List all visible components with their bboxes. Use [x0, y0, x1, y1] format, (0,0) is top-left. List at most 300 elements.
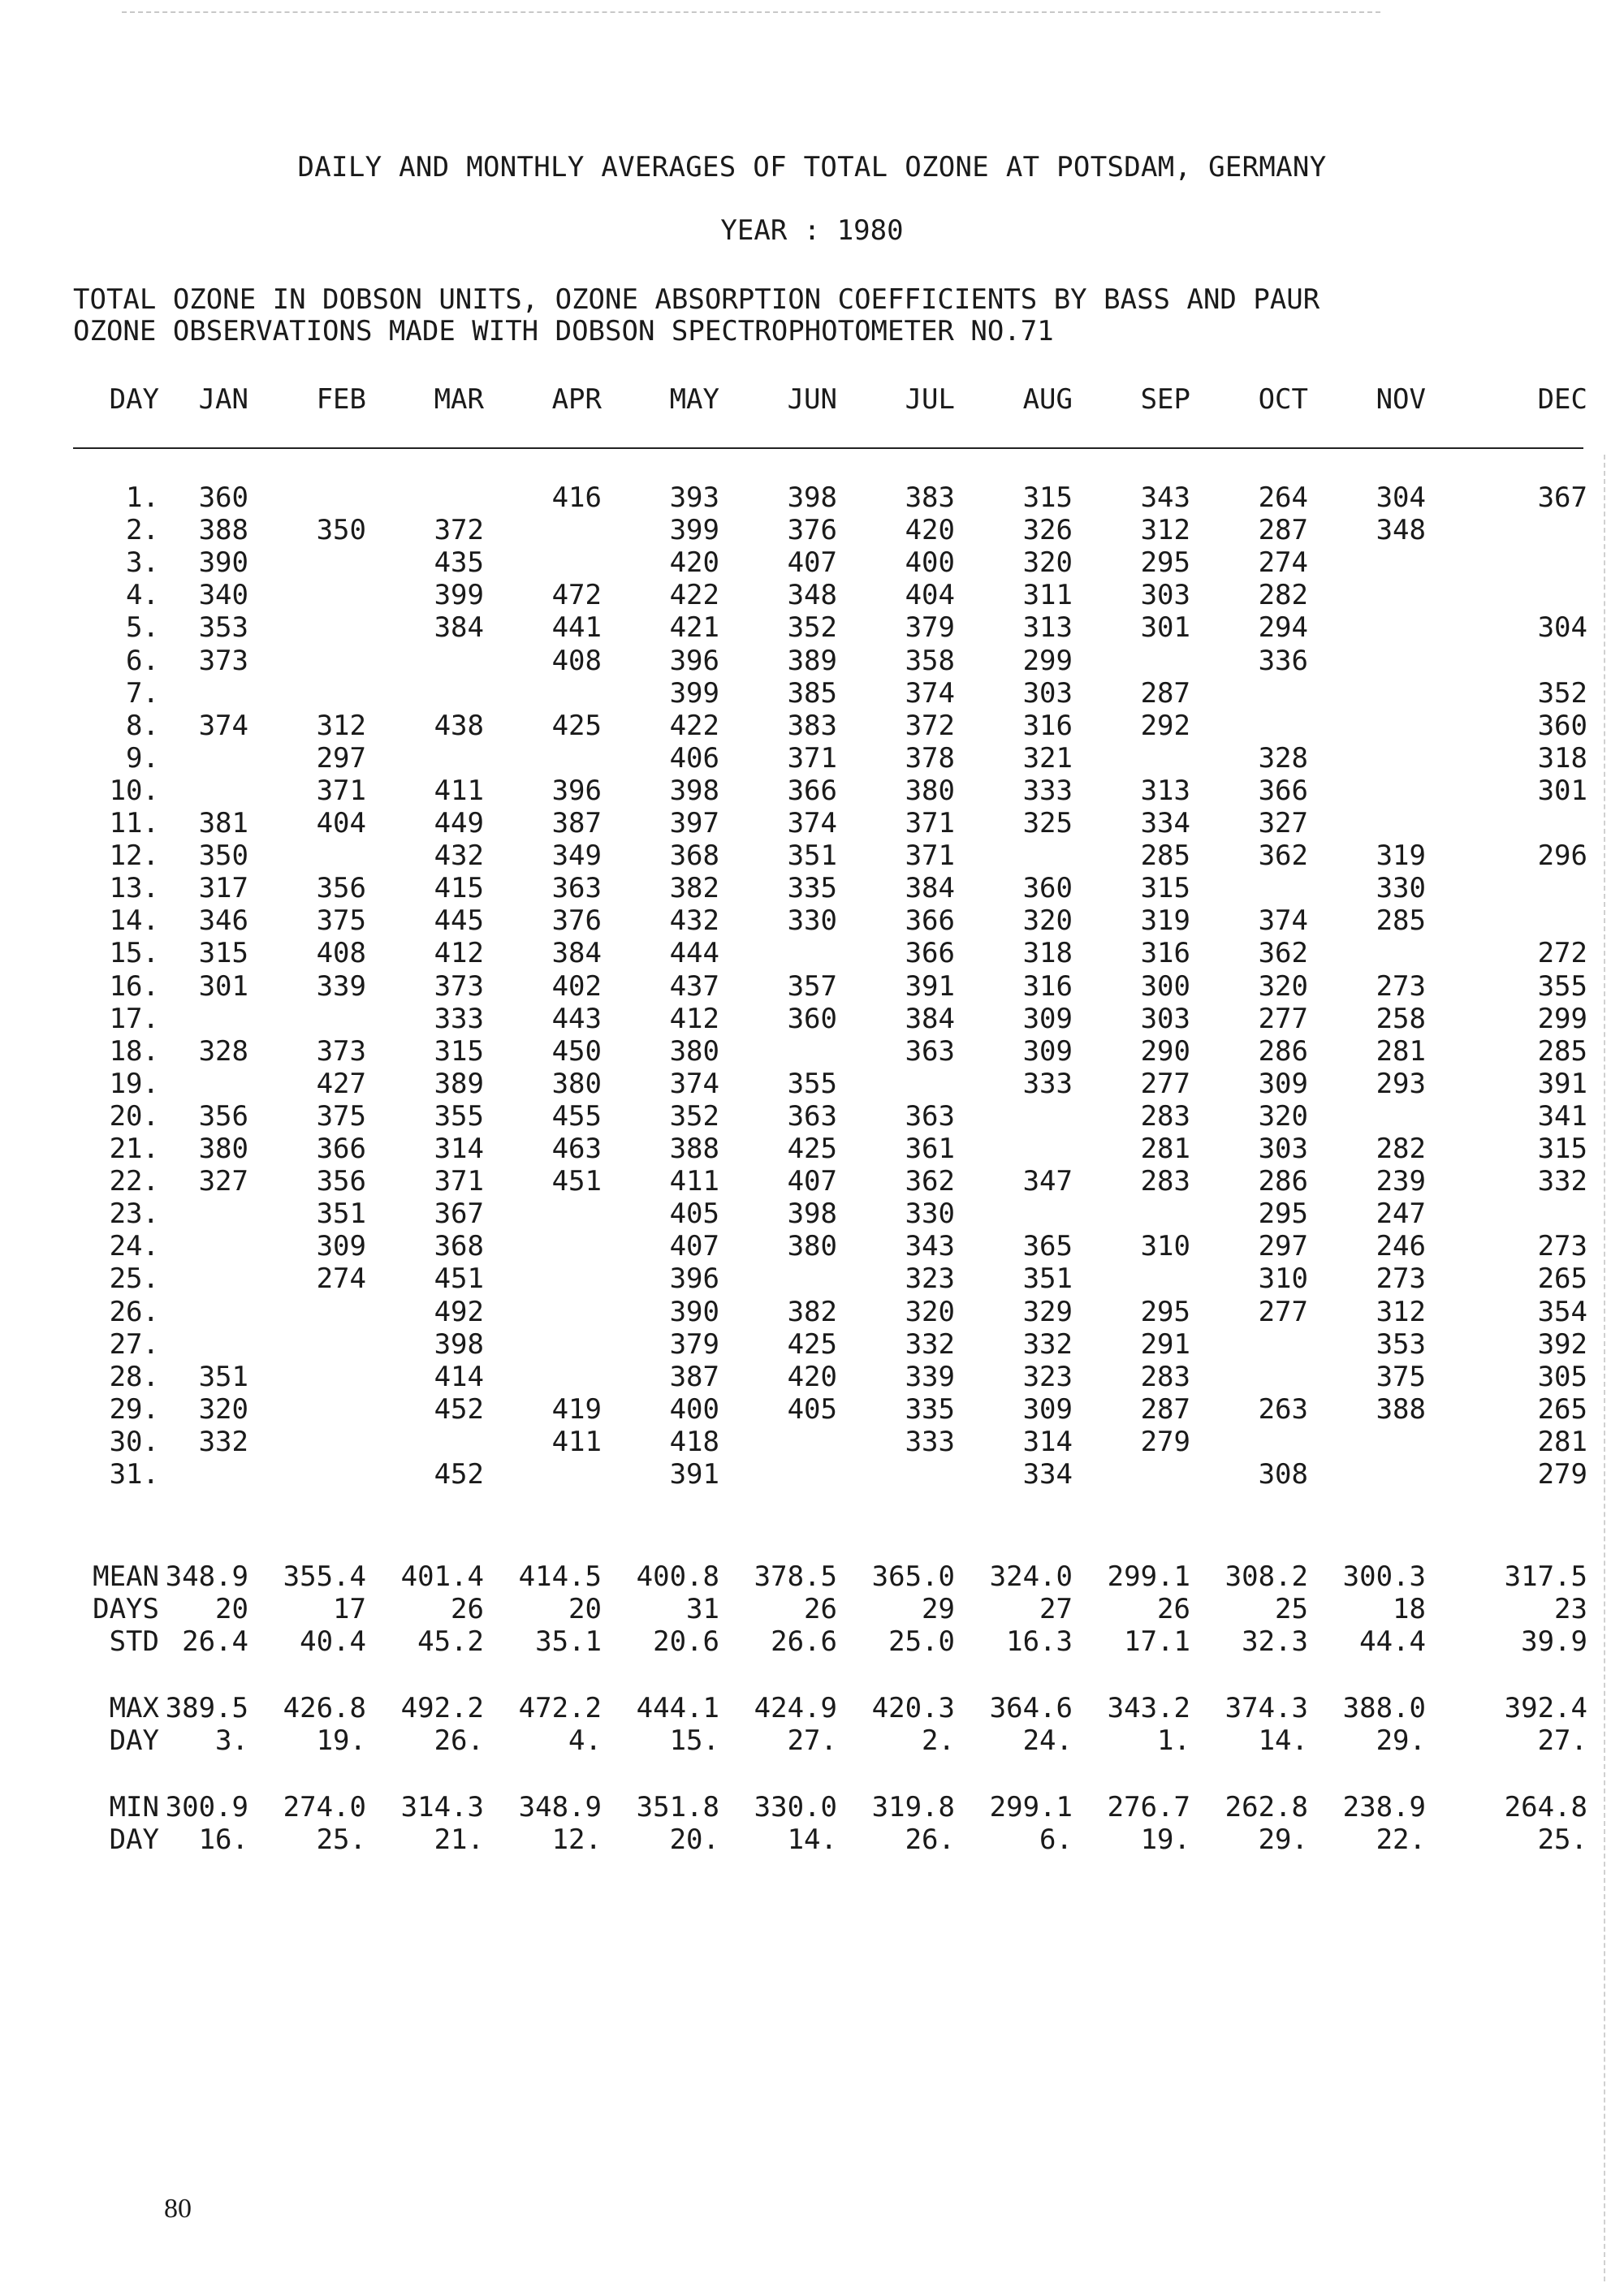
- table-row-cell: 404: [316, 807, 366, 839]
- table-row-cell: 366: [1258, 774, 1308, 807]
- table-row-cell: 348: [787, 579, 837, 612]
- table-row-cell: 319: [1140, 904, 1190, 938]
- table-row-cell: 402: [551, 969, 602, 1003]
- table-row-cell: 362: [1258, 937, 1308, 970]
- table-row-cell: 320: [1258, 969, 1308, 1003]
- table-row-cell: 335: [905, 1392, 955, 1426]
- table-row-cell: 246: [1376, 1230, 1426, 1263]
- table-row-cell: 332: [1022, 1327, 1073, 1361]
- table-row-cell: 295: [1140, 1295, 1190, 1328]
- table-row-cell: 334: [1140, 807, 1190, 839]
- table-row-label: 18.: [109, 1034, 159, 1068]
- table-row-cell: 362: [905, 1165, 955, 1198]
- table-row-cell: 290: [1140, 1034, 1190, 1068]
- table-row-cell: 308: [1258, 1458, 1308, 1491]
- table-row-cell: 273: [1376, 1262, 1426, 1296]
- table-row-cell: 264: [1258, 481, 1308, 514]
- stats-row-cell: 20.6: [653, 1625, 719, 1658]
- table-row-cell: 311: [1022, 579, 1073, 612]
- table-row-cell: 400: [669, 1392, 719, 1426]
- table-row-label: 11.: [109, 807, 159, 839]
- table-row-cell: 318: [1537, 741, 1587, 775]
- table-row-cell: 368: [434, 1230, 484, 1263]
- column-header-cell: NOV: [1376, 383, 1426, 416]
- table-row-label: 17.: [109, 1002, 159, 1035]
- table-row-cell: 420: [669, 546, 719, 580]
- stats-row-cell: 39.9: [1521, 1625, 1587, 1658]
- table-row-cell: 318: [1022, 937, 1073, 970]
- table-row-cell: 356: [198, 1099, 248, 1133]
- table-row-cell: 339: [905, 1360, 955, 1393]
- table-row-cell: 371: [787, 741, 837, 775]
- table-row-cell: 366: [905, 937, 955, 970]
- table-row-cell: 291: [1140, 1327, 1190, 1361]
- table-row-cell: 407: [787, 1165, 837, 1198]
- table-row-cell: 296: [1537, 839, 1587, 873]
- table-row-cell: 380: [905, 774, 955, 807]
- table-row-cell: 411: [669, 1165, 719, 1198]
- table-row-cell: 387: [669, 1360, 719, 1393]
- table-row-cell: 375: [316, 904, 366, 938]
- stats-row-cell: 26.: [434, 1724, 484, 1757]
- stats-row-cell: 17.1: [1124, 1625, 1190, 1658]
- table-row-cell: 303: [1140, 579, 1190, 612]
- table-row-cell: 432: [669, 904, 719, 938]
- table-row-cell: 366: [905, 904, 955, 938]
- stats-row-cell: 330.0: [754, 1791, 837, 1823]
- column-header-cell: JUL: [905, 383, 955, 416]
- table-row-cell: 376: [551, 904, 602, 938]
- stats-row-cell: 27.: [787, 1724, 837, 1757]
- table-row-cell: 380: [551, 1067, 602, 1100]
- table-row-cell: 323: [1022, 1360, 1073, 1393]
- table-row-cell: 380: [669, 1034, 719, 1068]
- table-row-cell: 309: [1022, 1002, 1073, 1035]
- table-row-cell: 398: [669, 774, 719, 807]
- table-row-cell: 422: [669, 579, 719, 612]
- table-row-label: 29.: [109, 1392, 159, 1426]
- table-row-cell: 435: [434, 546, 484, 580]
- table-row-cell: 432: [434, 839, 484, 873]
- table-row-cell: 399: [669, 514, 719, 547]
- stats-row-cell: 299.1: [989, 1791, 1073, 1823]
- stats-row-cell: 389.5: [165, 1692, 248, 1724]
- table-row-label: 12.: [109, 839, 159, 873]
- table-row-cell: 389: [787, 644, 837, 677]
- table-row-cell: 352: [1537, 676, 1587, 710]
- stats-row-label: DAY: [109, 1724, 159, 1757]
- table-row-cell: 371: [905, 839, 955, 873]
- table-row-cell: 285: [1537, 1034, 1587, 1068]
- table-row-cell: 380: [787, 1230, 837, 1263]
- stats-row-cell: 26: [804, 1593, 837, 1625]
- stats-row-cell: 300.9: [165, 1791, 248, 1823]
- table-row-label: 22.: [109, 1165, 159, 1198]
- table-row-cell: 358: [905, 644, 955, 677]
- table-row-label: 24.: [109, 1230, 159, 1263]
- table-row-cell: 441: [551, 611, 602, 645]
- table-row-cell: 418: [669, 1425, 719, 1458]
- table-row-cell: 405: [787, 1392, 837, 1426]
- stats-row-cell: 29.: [1258, 1823, 1308, 1856]
- table-row-cell: 314: [434, 1133, 484, 1165]
- table-row-cell: 315: [1140, 872, 1190, 905]
- table-row-cell: 371: [905, 807, 955, 839]
- stats-row-cell: 426.8: [283, 1692, 366, 1724]
- table-row-label: 15.: [109, 937, 159, 970]
- stats-row-cell: 492.2: [400, 1692, 484, 1724]
- table-row-cell: 379: [669, 1327, 719, 1361]
- table-row-cell: 336: [1258, 644, 1308, 677]
- table-row-cell: 425: [787, 1133, 837, 1165]
- stats-row-cell: 20.: [669, 1823, 719, 1856]
- table-row-cell: 329: [1022, 1295, 1073, 1328]
- scan-edge-right: [1604, 455, 1605, 2281]
- table-row-cell: 451: [434, 1262, 484, 1296]
- table-row-cell: 285: [1140, 839, 1190, 873]
- stats-row-cell: 472.2: [518, 1692, 602, 1724]
- table-row-cell: 323: [905, 1262, 955, 1296]
- table-row-cell: 310: [1258, 1262, 1308, 1296]
- table-row-cell: 363: [787, 1099, 837, 1133]
- table-row-cell: 412: [669, 1002, 719, 1035]
- table-row-cell: 373: [316, 1034, 366, 1068]
- table-row-cell: 405: [669, 1198, 719, 1231]
- stats-row-label: DAYS: [93, 1593, 159, 1625]
- table-row-cell: 388: [198, 514, 248, 547]
- column-header-cell: JAN: [198, 383, 248, 416]
- table-row-cell: 350: [316, 514, 366, 547]
- table-row-cell: 356: [316, 872, 366, 905]
- table-row-cell: 286: [1258, 1165, 1308, 1198]
- stats-row-cell: 18: [1393, 1593, 1426, 1625]
- table-row-label: 16.: [109, 969, 159, 1003]
- table-row-cell: 265: [1537, 1262, 1587, 1296]
- table-row-cell: 274: [1258, 546, 1308, 580]
- table-row-cell: 452: [434, 1392, 484, 1426]
- stats-row-cell: 1.: [1157, 1724, 1190, 1757]
- table-row-cell: 272: [1537, 937, 1587, 970]
- table-row-cell: 300: [1140, 969, 1190, 1003]
- table-row-label: 21.: [109, 1133, 159, 1165]
- table-row-cell: 328: [198, 1034, 248, 1068]
- table-row-cell: 398: [787, 481, 837, 514]
- table-row-cell: 373: [434, 969, 484, 1003]
- stats-row-cell: 414.5: [518, 1560, 602, 1593]
- table-row-cell: 455: [551, 1099, 602, 1133]
- year-line: YEAR : 1980: [720, 214, 904, 247]
- stats-row-cell: 238.9: [1342, 1791, 1426, 1823]
- table-row-cell: 422: [669, 709, 719, 742]
- table-row-cell: 327: [198, 1165, 248, 1198]
- stats-row-cell: 12.: [551, 1823, 602, 1856]
- table-row-cell: 299: [1537, 1002, 1587, 1035]
- stats-row-cell: 400.8: [636, 1560, 719, 1593]
- table-row-cell: 389: [434, 1067, 484, 1100]
- table-row-label: 30.: [109, 1425, 159, 1458]
- stats-row-cell: 17: [333, 1593, 366, 1625]
- stats-row-cell: 424.9: [754, 1692, 837, 1724]
- table-row-cell: 314: [1022, 1425, 1073, 1458]
- table-row-cell: 391: [669, 1458, 719, 1491]
- stats-row-cell: 343.2: [1107, 1692, 1190, 1724]
- table-row-cell: 310: [1140, 1230, 1190, 1263]
- table-row-cell: 294: [1258, 611, 1308, 645]
- table-row-cell: 411: [434, 774, 484, 807]
- table-row-cell: 283: [1140, 1165, 1190, 1198]
- table-row-cell: 382: [787, 1295, 837, 1328]
- stats-row-cell: 40.4: [300, 1625, 366, 1658]
- table-row-label: 26.: [109, 1295, 159, 1328]
- stats-row-cell: 314.3: [400, 1791, 484, 1823]
- scan-edge-top: [122, 11, 1380, 13]
- table-row-cell: 273: [1537, 1230, 1587, 1263]
- stats-row-cell: 324.0: [989, 1560, 1073, 1593]
- table-row-cell: 327: [1258, 807, 1308, 839]
- table-row-cell: 351: [316, 1198, 366, 1231]
- table-row-cell: 305: [1537, 1360, 1587, 1393]
- table-row-label: 28.: [109, 1360, 159, 1393]
- table-row-cell: 411: [551, 1425, 602, 1458]
- column-header-label: DAY: [109, 383, 159, 416]
- table-row-label: 25.: [109, 1262, 159, 1296]
- table-row-label: 2.: [126, 514, 159, 547]
- table-row-cell: 326: [1022, 514, 1073, 547]
- table-row-cell: 385: [787, 676, 837, 710]
- stats-row-cell: 3.: [215, 1724, 248, 1757]
- table-row-cell: 492: [434, 1295, 484, 1328]
- table-row-cell: 416: [551, 481, 602, 514]
- table-row-cell: 320: [905, 1295, 955, 1328]
- table-row-cell: 398: [787, 1198, 837, 1231]
- stats-row-cell: 355.4: [283, 1560, 366, 1593]
- table-row-cell: 321: [1022, 741, 1073, 775]
- table-row-cell: 283: [1140, 1360, 1190, 1393]
- stats-row-cell: 351.8: [636, 1791, 719, 1823]
- table-row-cell: 373: [198, 644, 248, 677]
- table-row-cell: 303: [1022, 676, 1073, 710]
- stats-row-cell: 25: [1275, 1593, 1308, 1625]
- table-row-cell: 374: [787, 807, 837, 839]
- stats-row-cell: 444.1: [636, 1692, 719, 1724]
- table-row-cell: 438: [434, 709, 484, 742]
- table-row-cell: 374: [669, 1067, 719, 1100]
- table-row-cell: 472: [551, 579, 602, 612]
- table-row-cell: 399: [669, 676, 719, 710]
- stats-row-cell: 29: [922, 1593, 955, 1625]
- table-row-cell: 415: [434, 872, 484, 905]
- stats-row-cell: 2.: [922, 1724, 955, 1757]
- stats-row-cell: 348.9: [165, 1560, 248, 1593]
- table-row-cell: 408: [551, 644, 602, 677]
- table-row-cell: 350: [198, 839, 248, 873]
- stats-row-cell: 401.4: [400, 1560, 484, 1593]
- stats-row-cell: 348.9: [518, 1791, 602, 1823]
- table-row-cell: 445: [434, 904, 484, 938]
- table-row-cell: 388: [1376, 1392, 1426, 1426]
- stats-row-cell: 22.: [1376, 1823, 1426, 1856]
- table-row-cell: 374: [198, 709, 248, 742]
- table-row-cell: 287: [1140, 1392, 1190, 1426]
- table-row-cell: 367: [434, 1198, 484, 1231]
- table-row-cell: 360: [1537, 709, 1587, 742]
- table-row-cell: 339: [316, 969, 366, 1003]
- table-row-cell: 384: [905, 872, 955, 905]
- table-row-cell: 333: [1022, 1067, 1073, 1100]
- table-row-label: 6.: [126, 644, 159, 677]
- table-row-cell: 340: [198, 579, 248, 612]
- table-row-cell: 334: [1022, 1458, 1073, 1491]
- stats-row-label: STD: [109, 1625, 159, 1658]
- stats-row-cell: 6.: [1039, 1823, 1073, 1856]
- stats-row-cell: 24.: [1022, 1724, 1073, 1757]
- table-row-cell: 287: [1140, 676, 1190, 710]
- stats-row-cell: 374.3: [1224, 1692, 1308, 1724]
- table-row-label: 7.: [126, 676, 159, 710]
- table-row-cell: 383: [787, 709, 837, 742]
- stats-row-cell: 45.2: [417, 1625, 484, 1658]
- column-header-cell: APR: [551, 383, 602, 416]
- table-row-cell: 304: [1537, 611, 1587, 645]
- stats-row-cell: 420.3: [871, 1692, 955, 1724]
- table-row-cell: 366: [316, 1133, 366, 1165]
- table-row-cell: 391: [905, 969, 955, 1003]
- table-row-cell: 375: [316, 1099, 366, 1133]
- table-row-label: 14.: [109, 904, 159, 938]
- table-row-cell: 387: [551, 807, 602, 839]
- table-row-cell: 295: [1258, 1198, 1308, 1231]
- table-row-cell: 356: [316, 1165, 366, 1198]
- table-row-cell: 301: [1140, 611, 1190, 645]
- table-row-cell: 374: [1258, 904, 1308, 938]
- table-row-cell: 352: [669, 1099, 719, 1133]
- table-row-cell: 312: [1140, 514, 1190, 547]
- table-row-cell: 352: [787, 611, 837, 645]
- table-row-cell: 315: [434, 1034, 484, 1068]
- table-row-cell: 384: [551, 937, 602, 970]
- table-row-label: 5.: [126, 611, 159, 645]
- table-row-cell: 348: [1376, 514, 1426, 547]
- table-row-cell: 316: [1022, 969, 1073, 1003]
- stats-row-cell: 276.7: [1107, 1791, 1190, 1823]
- stats-row-cell: 19.: [316, 1724, 366, 1757]
- table-row-cell: 351: [787, 839, 837, 873]
- table-row-cell: 309: [316, 1230, 366, 1263]
- stats-row-cell: 319.8: [871, 1791, 955, 1823]
- stats-row-cell: 44.4: [1359, 1625, 1426, 1658]
- table-row-label: 10.: [109, 774, 159, 807]
- table-row-cell: 320: [198, 1392, 248, 1426]
- table-row-cell: 301: [1537, 774, 1587, 807]
- table-row-cell: 371: [316, 774, 366, 807]
- stats-row-cell: 392.4: [1504, 1692, 1587, 1724]
- table-row-cell: 320: [1258, 1099, 1308, 1133]
- table-row-cell: 320: [1022, 546, 1073, 580]
- table-row-cell: 320: [1022, 904, 1073, 938]
- table-row-cell: 335: [787, 872, 837, 905]
- stats-row-cell: 26: [1157, 1593, 1190, 1625]
- table-row-cell: 390: [198, 546, 248, 580]
- table-row-label: 31.: [109, 1458, 159, 1491]
- stats-row-cell: 20: [568, 1593, 602, 1625]
- table-row-cell: 286: [1258, 1034, 1308, 1068]
- stats-row-cell: 14.: [787, 1823, 837, 1856]
- column-header-cell: DEC: [1537, 383, 1587, 416]
- table-row-cell: 316: [1140, 937, 1190, 970]
- table-row-cell: 463: [551, 1133, 602, 1165]
- table-row-cell: 407: [787, 546, 837, 580]
- table-row-cell: 349: [551, 839, 602, 873]
- column-header-cell: FEB: [316, 383, 366, 416]
- table-row-cell: 419: [551, 1392, 602, 1426]
- table-row-cell: 293: [1376, 1067, 1426, 1100]
- table-row-cell: 368: [669, 839, 719, 873]
- table-row-cell: 277: [1258, 1002, 1308, 1035]
- table-row-cell: 319: [1376, 839, 1426, 873]
- column-header-cell: JUN: [787, 383, 837, 416]
- table-row-cell: 312: [1376, 1295, 1426, 1328]
- table-row-cell: 406: [669, 741, 719, 775]
- stats-row-cell: 20: [215, 1593, 248, 1625]
- page-number: 80: [164, 2194, 192, 2224]
- table-row-label: 20.: [109, 1099, 159, 1133]
- table-row-cell: 274: [316, 1262, 366, 1296]
- stats-row-cell: 27: [1039, 1593, 1073, 1625]
- table-row-cell: 313: [1022, 611, 1073, 645]
- table-row-cell: 247: [1376, 1198, 1426, 1231]
- table-row-cell: 258: [1376, 1002, 1426, 1035]
- table-row-cell: 333: [434, 1002, 484, 1035]
- table-row-label: 8.: [126, 709, 159, 742]
- table-row-label: 19.: [109, 1067, 159, 1100]
- description-line-2: OZONE OBSERVATIONS MADE WITH DOBSON SPECTROPHOTOMETER NO.71: [73, 315, 1054, 347]
- table-row-label: 4.: [126, 579, 159, 612]
- table-row-cell: 355: [1537, 969, 1587, 1003]
- document-title: DAILY AND MONTHLY AVERAGES OF TOTAL OZONE AT POTSDAM, GERMANY: [297, 151, 1327, 183]
- table-row-cell: 399: [434, 579, 484, 612]
- table-row-cell: 282: [1376, 1133, 1426, 1165]
- stats-row-cell: 32.3: [1242, 1625, 1308, 1658]
- table-row-cell: 297: [1258, 1230, 1308, 1263]
- table-row-cell: 287: [1258, 514, 1308, 547]
- table-row-cell: 372: [905, 709, 955, 742]
- table-row-cell: 341: [1537, 1099, 1587, 1133]
- table-row-cell: 330: [1376, 872, 1426, 905]
- table-row-cell: 315: [1022, 481, 1073, 514]
- column-header-cell: SEP: [1140, 383, 1190, 416]
- table-row-cell: 360: [787, 1002, 837, 1035]
- column-header-cell: MAR: [434, 383, 484, 416]
- table-row-cell: 312: [316, 709, 366, 742]
- table-row-cell: 273: [1376, 969, 1426, 1003]
- stats-row-cell: 27.: [1537, 1724, 1587, 1757]
- table-row-label: 1.: [126, 481, 159, 514]
- stats-row-cell: 378.5: [754, 1560, 837, 1593]
- table-row-cell: 303: [1258, 1133, 1308, 1165]
- table-row-cell: 332: [198, 1425, 248, 1458]
- table-row-cell: 366: [787, 774, 837, 807]
- table-row-cell: 313: [1140, 774, 1190, 807]
- table-row-cell: 396: [669, 1262, 719, 1296]
- table-row-label: 9.: [126, 741, 159, 775]
- table-row-cell: 388: [669, 1133, 719, 1165]
- table-row-cell: 304: [1376, 481, 1426, 514]
- table-row-cell: 347: [1022, 1165, 1073, 1198]
- table-row-cell: 449: [434, 807, 484, 839]
- table-row-cell: 263: [1258, 1392, 1308, 1426]
- table-row-cell: 365: [1022, 1230, 1073, 1263]
- stats-row-cell: 31: [686, 1593, 719, 1625]
